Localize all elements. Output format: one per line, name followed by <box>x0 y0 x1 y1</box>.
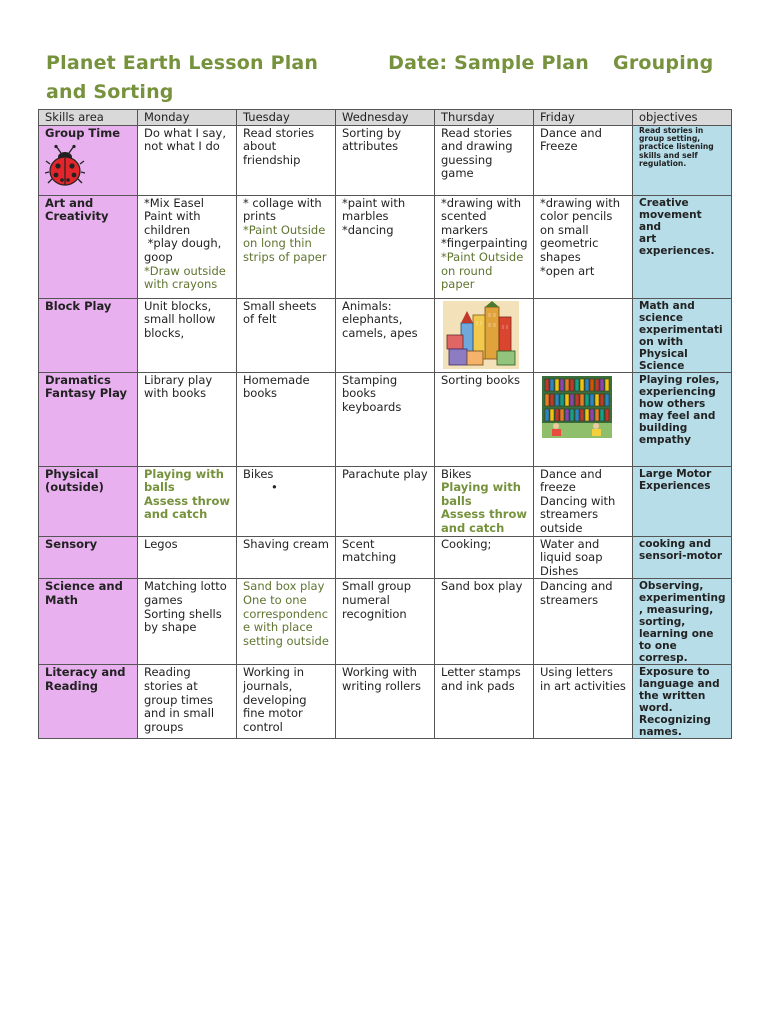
area-physical: Physical (outside) <box>39 466 138 536</box>
cell-tuesday: Homemade books <box>237 372 336 466</box>
cell-thursday: Sorting books <box>435 372 534 466</box>
cell-objectives: Exposure to language and the written word. Recognizing names. <box>633 665 732 739</box>
title-line2: and Sorting <box>46 81 174 103</box>
header-monday: Monday <box>138 110 237 126</box>
area-literacy-reading: Literacy and Reading <box>39 665 138 739</box>
area-art-creativity: Art and Creativity <box>39 195 138 298</box>
cell-monday: Matching lotto games Sorting shells by shape <box>138 579 237 665</box>
table-row <box>39 536 732 579</box>
cell-monday: Library play with books <box>138 372 237 466</box>
ladybug-icon <box>45 144 85 188</box>
table-row <box>39 195 732 298</box>
cell-friday <box>534 298 633 372</box>
cell-wednesday: Sorting by attributes <box>336 125 435 195</box>
cell-tuesday: Small sheets of felt <box>237 298 336 372</box>
cell-objectives: Creative movement and art experiences. <box>633 195 732 298</box>
cell-friday: Dancing and streamers <box>534 579 633 665</box>
page-title <box>46 49 736 107</box>
header-skills-area: Skills area <box>39 110 138 126</box>
header-wednesday: Wednesday <box>336 110 435 126</box>
header-objectives: objectives <box>633 110 732 126</box>
area-sensory: Sensory <box>39 536 138 579</box>
cell-tuesday: Read stories about friendship <box>237 125 336 195</box>
cell-thursday: *drawing with scented markers *fingerpainting *Paint Outside on round paper <box>435 195 534 298</box>
cell-friday <box>534 372 633 466</box>
cell-objectives: cooking and sensori-motor <box>633 536 732 579</box>
cell-friday: Dance and Freeze <box>534 125 633 195</box>
cell-thursday: Read stories and drawing guessing game <box>435 125 534 195</box>
cell-thursday <box>435 298 534 372</box>
title-main: Planet Earth Lesson Plan <box>46 52 319 74</box>
header-thursday: Thursday <box>435 110 534 126</box>
cell-objectives: Large Motor Experiences <box>633 466 732 536</box>
cell-tuesday: * collage with prints *Paint Outside on long thin strips of paper <box>237 195 336 298</box>
cell-thursday: Bikes Playing with balls Assess throw and catch <box>435 466 534 536</box>
cell-friday: Dance and freeze Dancing with streamers outside <box>534 466 633 536</box>
cell-wednesday: Animals: elephants, camels, apes <box>336 298 435 372</box>
cell-monday: Reading stories at group times and in small groups <box>138 665 237 739</box>
cell-wednesday: Working with writing rollers <box>336 665 435 739</box>
header-friday: Friday <box>534 110 633 126</box>
blocks-city-icon <box>443 301 519 369</box>
library-icon <box>542 376 612 438</box>
cell-wednesday: Small group numeral recognition <box>336 579 435 665</box>
area-label: Group Time <box>45 125 121 140</box>
cell-thursday: Cooking; <box>435 536 534 579</box>
area-science-math: Science and Math <box>39 579 138 665</box>
cell-tuesday: Shaving cream <box>237 536 336 579</box>
area-group-time <box>39 125 138 195</box>
cell-monday: *Mix Easel Paint with children *play dough, goop *Draw outside with crayons <box>138 195 237 298</box>
cell-friday: *drawing with color pencils on small geometric shapes *open art <box>534 195 633 298</box>
bullet: • <box>271 480 278 495</box>
cell-wednesday: Parachute play <box>336 466 435 536</box>
table-row <box>39 298 732 372</box>
cell-objectives: Observing, experimenting , measuring, sorting, learning one to one corresp. <box>633 579 732 665</box>
table-row <box>39 579 732 665</box>
cell-friday: Using letters in art activities <box>534 665 633 739</box>
area-block-play: Block Play <box>39 298 138 372</box>
cell-wednesday: *paint with marbles *dancing <box>336 195 435 298</box>
cell-monday: Unit blocks, small hollow blocks, <box>138 298 237 372</box>
header-tuesday: Tuesday <box>237 110 336 126</box>
lesson-plan-table <box>38 109 732 739</box>
cell-tuesday: Working in journals, developing fine motor control <box>237 665 336 739</box>
title-date: Date: Sample Plan <box>388 52 590 74</box>
cell-wednesday: Scent matching <box>336 536 435 579</box>
cell-wednesday: Stamping books keyboards <box>336 372 435 466</box>
area-dramatics: Dramatics Fantasy Play <box>39 372 138 466</box>
cell-objectives: Math and science experimentati on with Physical Science <box>633 298 732 372</box>
cell-tuesday: Sand box play One to one correspondenc e with place setting outside <box>237 579 336 665</box>
cell-monday: Playing with balls Assess throw and catch <box>138 466 237 536</box>
cell-friday: Water and liquid soap Dishes <box>534 536 633 579</box>
table-row <box>39 125 732 195</box>
title-grouping: Grouping <box>613 52 714 74</box>
cell-monday: Do what I say, not what I do <box>138 125 237 195</box>
cell-thursday: Sand box play <box>435 579 534 665</box>
cell-tuesday: Bikes • <box>237 466 336 536</box>
cell-objectives: Read stories in group setting, practice listening skills and self regulation. <box>633 125 732 195</box>
table-row <box>39 665 732 739</box>
cell-objectives: Playing roles, experiencing how others may feel and building empathy <box>633 372 732 466</box>
table-row <box>39 372 732 466</box>
cell-monday: Legos <box>138 536 237 579</box>
header-row <box>39 110 732 126</box>
cell-thursday: Letter stamps and ink pads <box>435 665 534 739</box>
table-row <box>39 466 732 536</box>
